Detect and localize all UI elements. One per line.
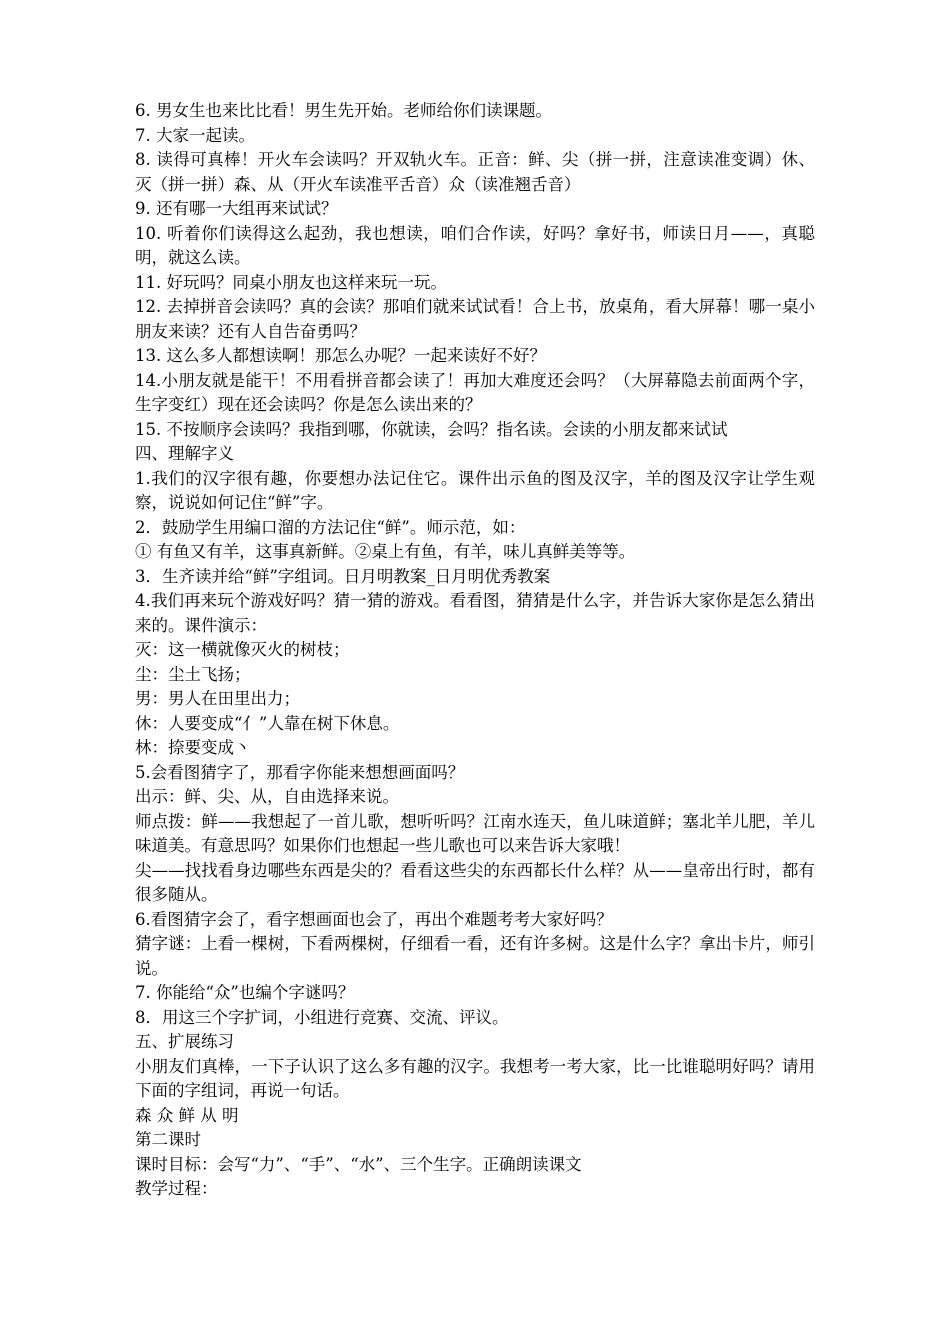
paragraph: 13. 这么多人都想读啊！那怎么办呢？一起来读好不好？ <box>135 346 546 365</box>
paragraph: 教学过程： <box>135 1179 218 1198</box>
paragraph: 1.我们的汉字很有趣，你要想办法记住它。课件出示鱼的图及汉字，羊的图及汉字让学生观察，说说如何记住“鲜”字。 <box>135 468 815 512</box>
paragraph: 9. 还有哪一大组再来试试？ <box>135 199 338 218</box>
paragraph: 14.小朋友就是能干！不用看拼音都会读了！再加大难度还会吗？（大屏幕隐去前面两个字，生字变红）现在还会读吗？你是怎么读出来的？ <box>135 370 815 414</box>
paragraph: 12. 去掉拼音会读吗？真的会读？那咱们就来试试看！合上书，放桌角，看大屏幕！哪一桌小朋友来读？还有人自告奋勇吗？ <box>135 297 815 341</box>
paragraph: 森 众 鲜 从 明 <box>135 1105 239 1125</box>
paragraph: 5.会看图猜字了，那看字你能来想想画面吗？ <box>135 762 465 782</box>
paragraph: 猜字谜：上看一棵树，下看两棵树，仔细看一看，还有许多树。这是什么字？拿出卡片，师引说。 <box>135 934 815 978</box>
document-body <box>135 99 815 1202</box>
paragraph: 男：男人在田里出力； <box>135 689 300 708</box>
paragraph: 11. 好玩吗？同桌小朋友也这样来玩一玩。 <box>135 272 447 292</box>
paragraph: 课时目标：会写“力”、“手”、“水”、三个生字。正确朗读课文 <box>135 1154 582 1174</box>
paragraph: 8．用这三个字扩词，小组进行竞赛、交流、评议。 <box>135 1007 509 1027</box>
paragraph: 2．鼓励学生用编口溜的方法记住“鲜”。师示范，如： <box>135 517 526 537</box>
paragraph: 10. 听着你们读得这么起劲，我也想读，咱们合作读，好吗？拿好书，师读日月——，真聪明，就这么读。 <box>135 223 815 267</box>
paragraph: 7. 你能给“众”也编个字谜吗？ <box>135 983 355 1002</box>
paragraph: 6.看图猜字会了，看字想画面也会了，再出个难题考考大家好吗？ <box>135 909 613 929</box>
paragraph: 7. 大家一起读。 <box>135 125 255 145</box>
section-heading: 第二课时 <box>135 1130 201 1149</box>
paragraph: 尘：尘土飞扬； <box>135 664 251 684</box>
paragraph: 15. 不按顺序会读吗？我指到哪，你就读，会吗？指名读。会读的小朋友都来试试 <box>135 419 728 439</box>
paragraph: ① 有鱼又有羊，这事真新鲜。②桌上有鱼，有羊，味儿真鲜美等等。 <box>135 542 636 561</box>
paragraph: 8. 读得可真棒！开火车会读吗？开双轨火车。正音：鲜、尖（拼一拼，注意读准变调）休、灭（拼一拼）森、从（开火车读准平舌音）众（读准翘舌音） <box>135 150 815 194</box>
paragraph: 师点拨：鲜——我想起了一首儿歌，想听听吗？江南水连天，鱼儿味道鲜；塞北羊儿肥，羊儿味道美。有意思吗？如果你们也想起一些儿歌也可以来告诉大家哦！ <box>135 811 815 855</box>
section-heading: 四、理解字义 <box>135 444 234 463</box>
paragraph: 4.我们再来玩个游戏好吗？猜一猜的游戏。看看图，猜猜是什么字，并告诉大家你是怎么猜出来的。课件演示： <box>135 591 815 635</box>
paragraph: 小朋友们真棒，一下子认识了这么多有趣的汉字。我想考一考大家，比一比谁聪明好吗？请用下面的字组词，再说一句话。 <box>135 1056 815 1100</box>
paragraph: 3．生齐读并给“鲜”字组词。日月明教案_日月明优秀教案 <box>135 566 551 586</box>
paragraph: 休：人要变成“亻”人靠在树下休息。 <box>135 713 400 733</box>
paragraph: 灭：这一横就像灭火的树枝； <box>135 640 350 659</box>
paragraph: 尖——找找看身边哪些东西是尖的？看看这些尖的东西都长什么样？从——皇帝出行时，都有很多随从。 <box>135 860 815 904</box>
section-heading: 五、扩展练习 <box>135 1032 234 1051</box>
paragraph: 6. 男女生也来比比看！男生先开始。老师给你们读课题。 <box>135 101 552 120</box>
paragraph: 出示：鲜、尖、从，自由选择来说。 <box>135 787 399 806</box>
paragraph: 林：捺要变成丶 <box>135 738 251 757</box>
